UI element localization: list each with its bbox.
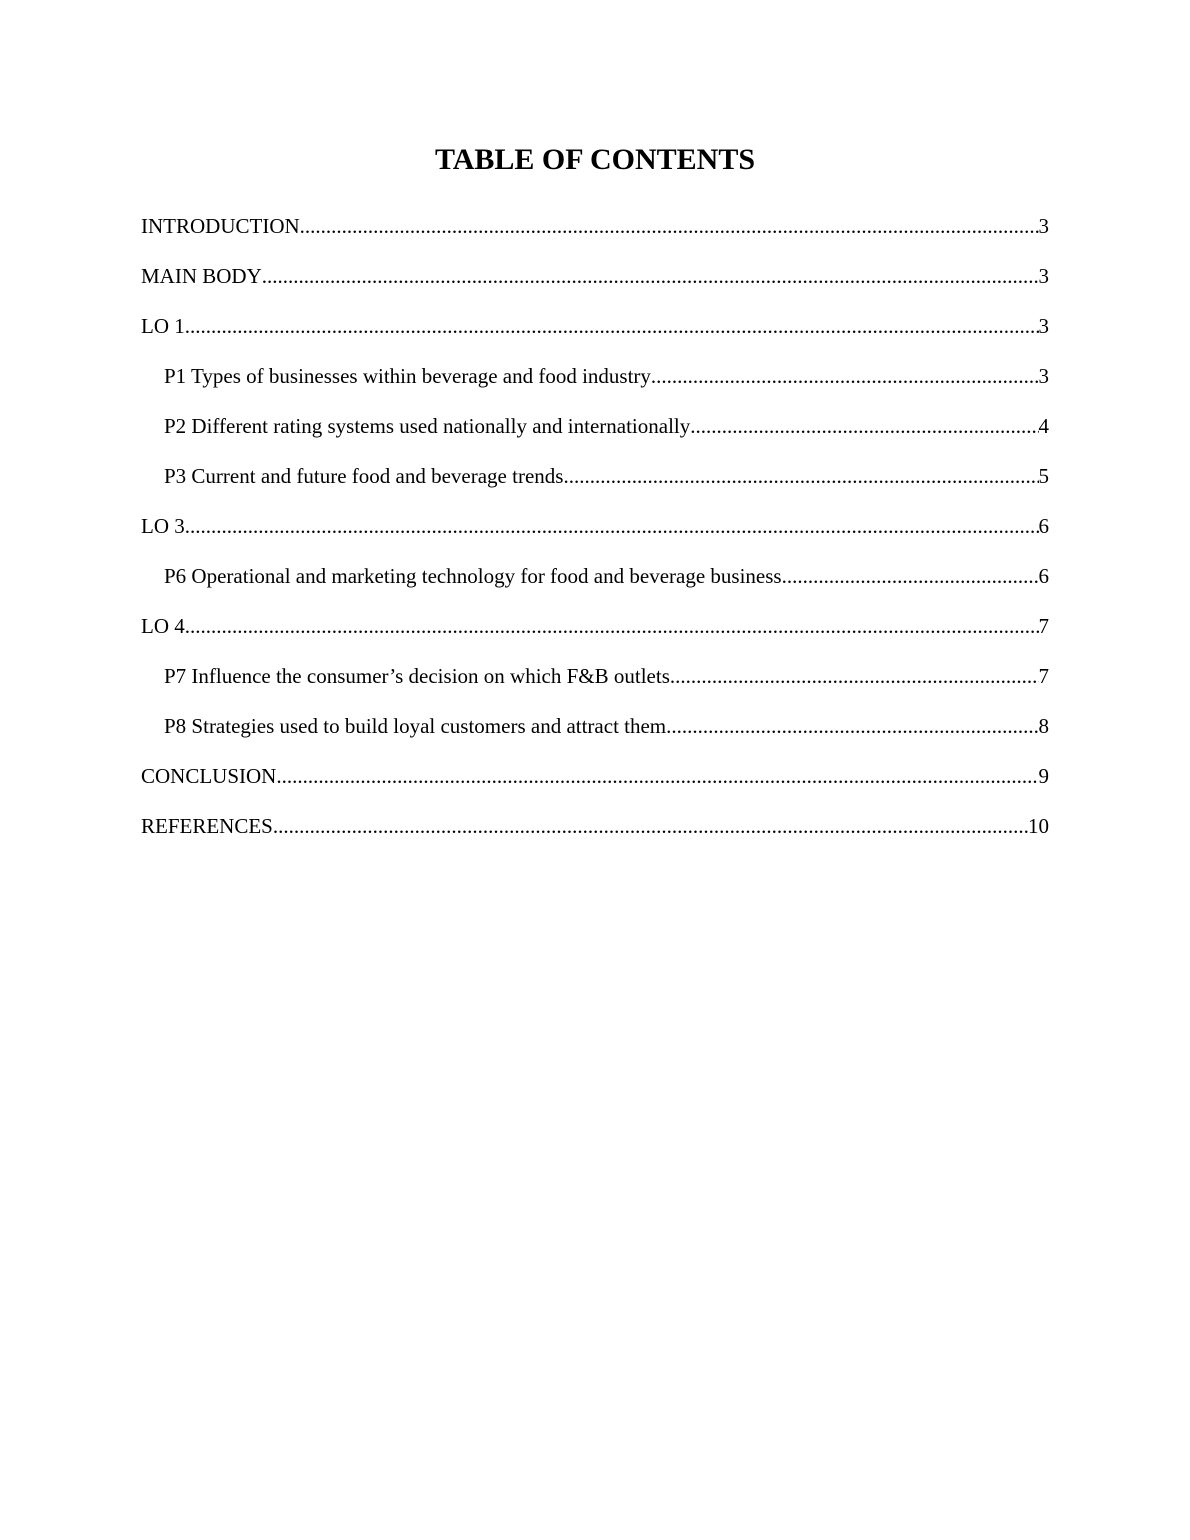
dot-leader	[276, 761, 1038, 791]
toc-entry-page: 8	[1038, 714, 1049, 738]
toc-entry-label: CONCLUSION	[141, 764, 277, 788]
toc-entry-label: LO 3	[141, 514, 185, 538]
toc-entry-introduction[interactable]	[141, 211, 1049, 261]
toc-entry-p1[interactable]	[141, 361, 1049, 411]
toc-entry-label: P1 Types of businesses within beverage and food industry	[164, 364, 651, 388]
toc-entry-p2[interactable]	[141, 411, 1049, 461]
toc-entry-label: P6 Operational and marketing technology for food and beverage business	[164, 564, 782, 588]
toc-entry-label: P3 Current and future food and beverage trends	[164, 464, 564, 488]
dot-leader	[690, 411, 1038, 441]
toc-entry-label: MAIN BODY	[141, 264, 262, 288]
toc-entry-page: 5	[1038, 464, 1049, 488]
toc-entry-label: LO 1	[141, 314, 185, 338]
dot-leader	[185, 511, 1039, 541]
dot-leader	[185, 611, 1039, 641]
dot-leader	[273, 811, 1028, 841]
dot-leader	[262, 261, 1039, 291]
toc-entry-page: 3	[1038, 214, 1049, 238]
toc-entry-page: 7	[1038, 664, 1049, 688]
toc-entry-p6[interactable]	[141, 561, 1049, 611]
toc-entry-lo-3[interactable]	[141, 511, 1049, 561]
toc-entry-p8[interactable]	[141, 711, 1049, 761]
toc-entry-page: 10	[1028, 814, 1049, 838]
toc-entry-page: 4	[1038, 414, 1049, 438]
toc-list	[141, 211, 1049, 861]
dot-leader	[670, 661, 1039, 691]
toc-entry-lo-1[interactable]	[141, 311, 1049, 361]
toc-entry-p7[interactable]	[141, 661, 1049, 711]
toc-entry-p3[interactable]	[141, 461, 1049, 511]
toc-entry-page: 3	[1038, 314, 1049, 338]
toc-entry-references[interactable]	[141, 811, 1049, 861]
dot-leader	[185, 311, 1039, 341]
toc-entry-page: 3	[1038, 264, 1049, 288]
dot-leader	[666, 711, 1038, 741]
toc-entry-page: 6	[1038, 514, 1049, 538]
dot-leader	[563, 461, 1038, 491]
toc-entry-page: 6	[1038, 564, 1049, 588]
toc-entry-label: LO 4	[141, 614, 185, 638]
toc-entry-label: INTRODUCTION	[141, 214, 300, 238]
toc-entry-conclusion[interactable]	[141, 761, 1049, 811]
toc-entry-label: P2 Different rating systems used nationally and internationally	[164, 414, 691, 438]
dot-leader	[651, 361, 1039, 391]
dot-leader	[300, 211, 1039, 241]
toc-entry-label: P7 Influence the consumer’s decision on which F&B outlets	[164, 664, 670, 688]
toc-entry-label: REFERENCES	[141, 814, 273, 838]
toc-entry-page: 7	[1038, 614, 1049, 638]
toc-entry-page: 9	[1038, 764, 1049, 788]
toc-entry-label: P8 Strategies used to build loyal customers and attract them	[164, 714, 667, 738]
toc-entry-lo-4[interactable]	[141, 611, 1049, 661]
toc-entry-page: 3	[1038, 364, 1049, 388]
page-title: TABLE OF CONTENTS	[434, 143, 756, 176]
dot-leader	[782, 561, 1039, 591]
toc-entry-main-body[interactable]	[141, 261, 1049, 311]
